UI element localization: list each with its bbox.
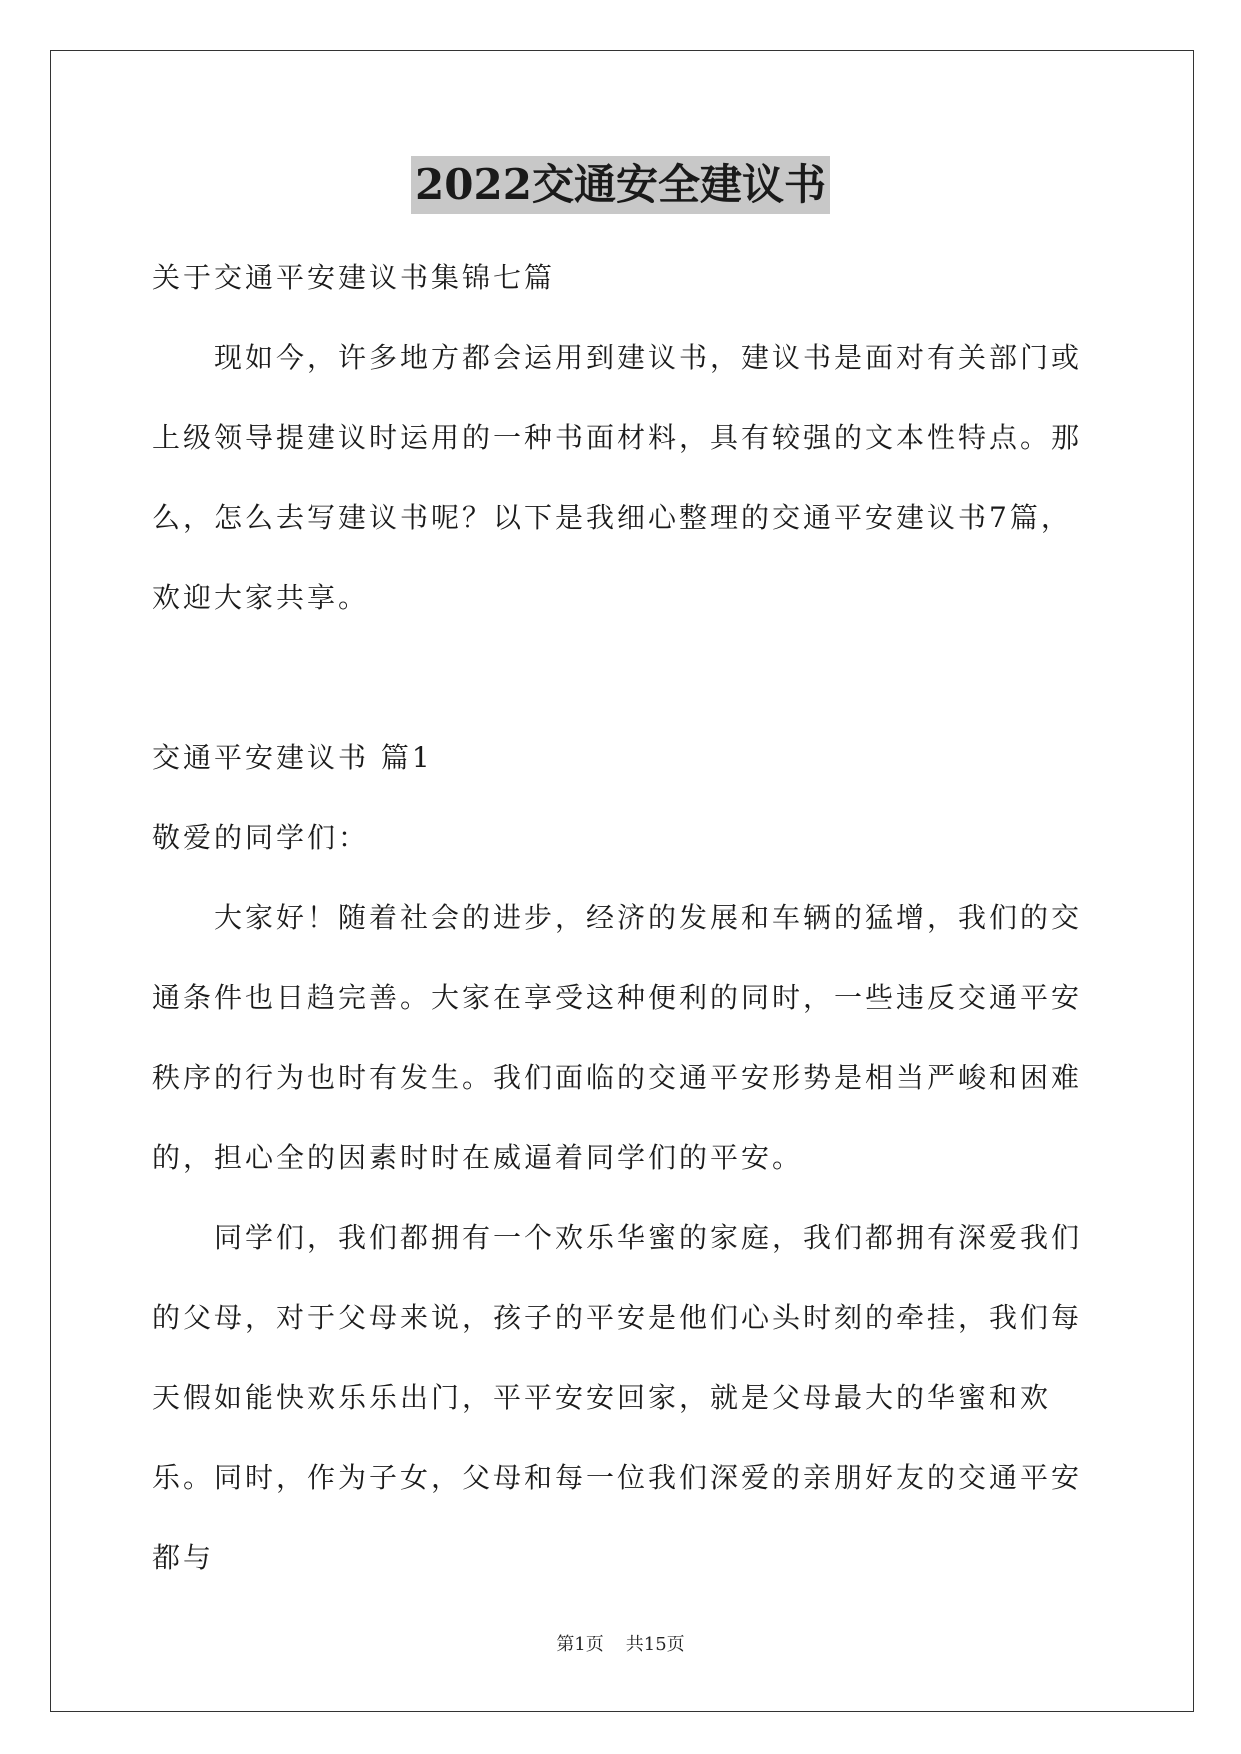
document-title: 2022交通安全建议书 [411, 156, 830, 214]
title-container [0, 156, 1241, 214]
document-subtitle: 关于交通平安建议书集锦七篇 [152, 261, 556, 294]
salutation: 敬爱的同学们： [152, 821, 370, 854]
section-spacer [152, 638, 1092, 718]
document-body [152, 238, 1092, 1598]
intro-paragraph: 现如今，许多地方都会运用到建议书，建议书是面对有关部门或上级领导提建议时运用的一种书面材料，具有较强的文本性特点。那么，怎么去写建议书呢？以下是我细心整理的交通平安建议书7篇，欢迎大家共享。 [152, 341, 1083, 614]
page-footer [0, 1630, 1241, 1656]
page-number: 第1页 [556, 1634, 604, 1655]
body-paragraph-2: 同学们，我们都拥有一个欢乐华蜜的家庭，我们都拥有深爱我们的父母，对于父母来说，孩子的平安是他们心头时刻的牵挂，我们每天假如能快欢乐乐出门，平平安安回家，就是父母最大的华蜜和欢乐。同时，作为子女，父母和每一位我们深爱的亲朋好友的交通平安都与 [152, 1221, 1083, 1574]
section-heading: 交通平安建议书 篇1 [152, 741, 433, 774]
page-total: 共15页 [625, 1634, 685, 1655]
body-paragraph-1: 大家好！随着社会的进步，经济的发展和车辆的猛增，我们的交通条件也日趋完善。大家在享受这种便利的同时，一些违反交通平安秩序的行为也时有发生。我们面临的交通平安形势是相当严峻和困难的，担心全的因素时时在威逼着同学们的平安。 [152, 901, 1083, 1174]
